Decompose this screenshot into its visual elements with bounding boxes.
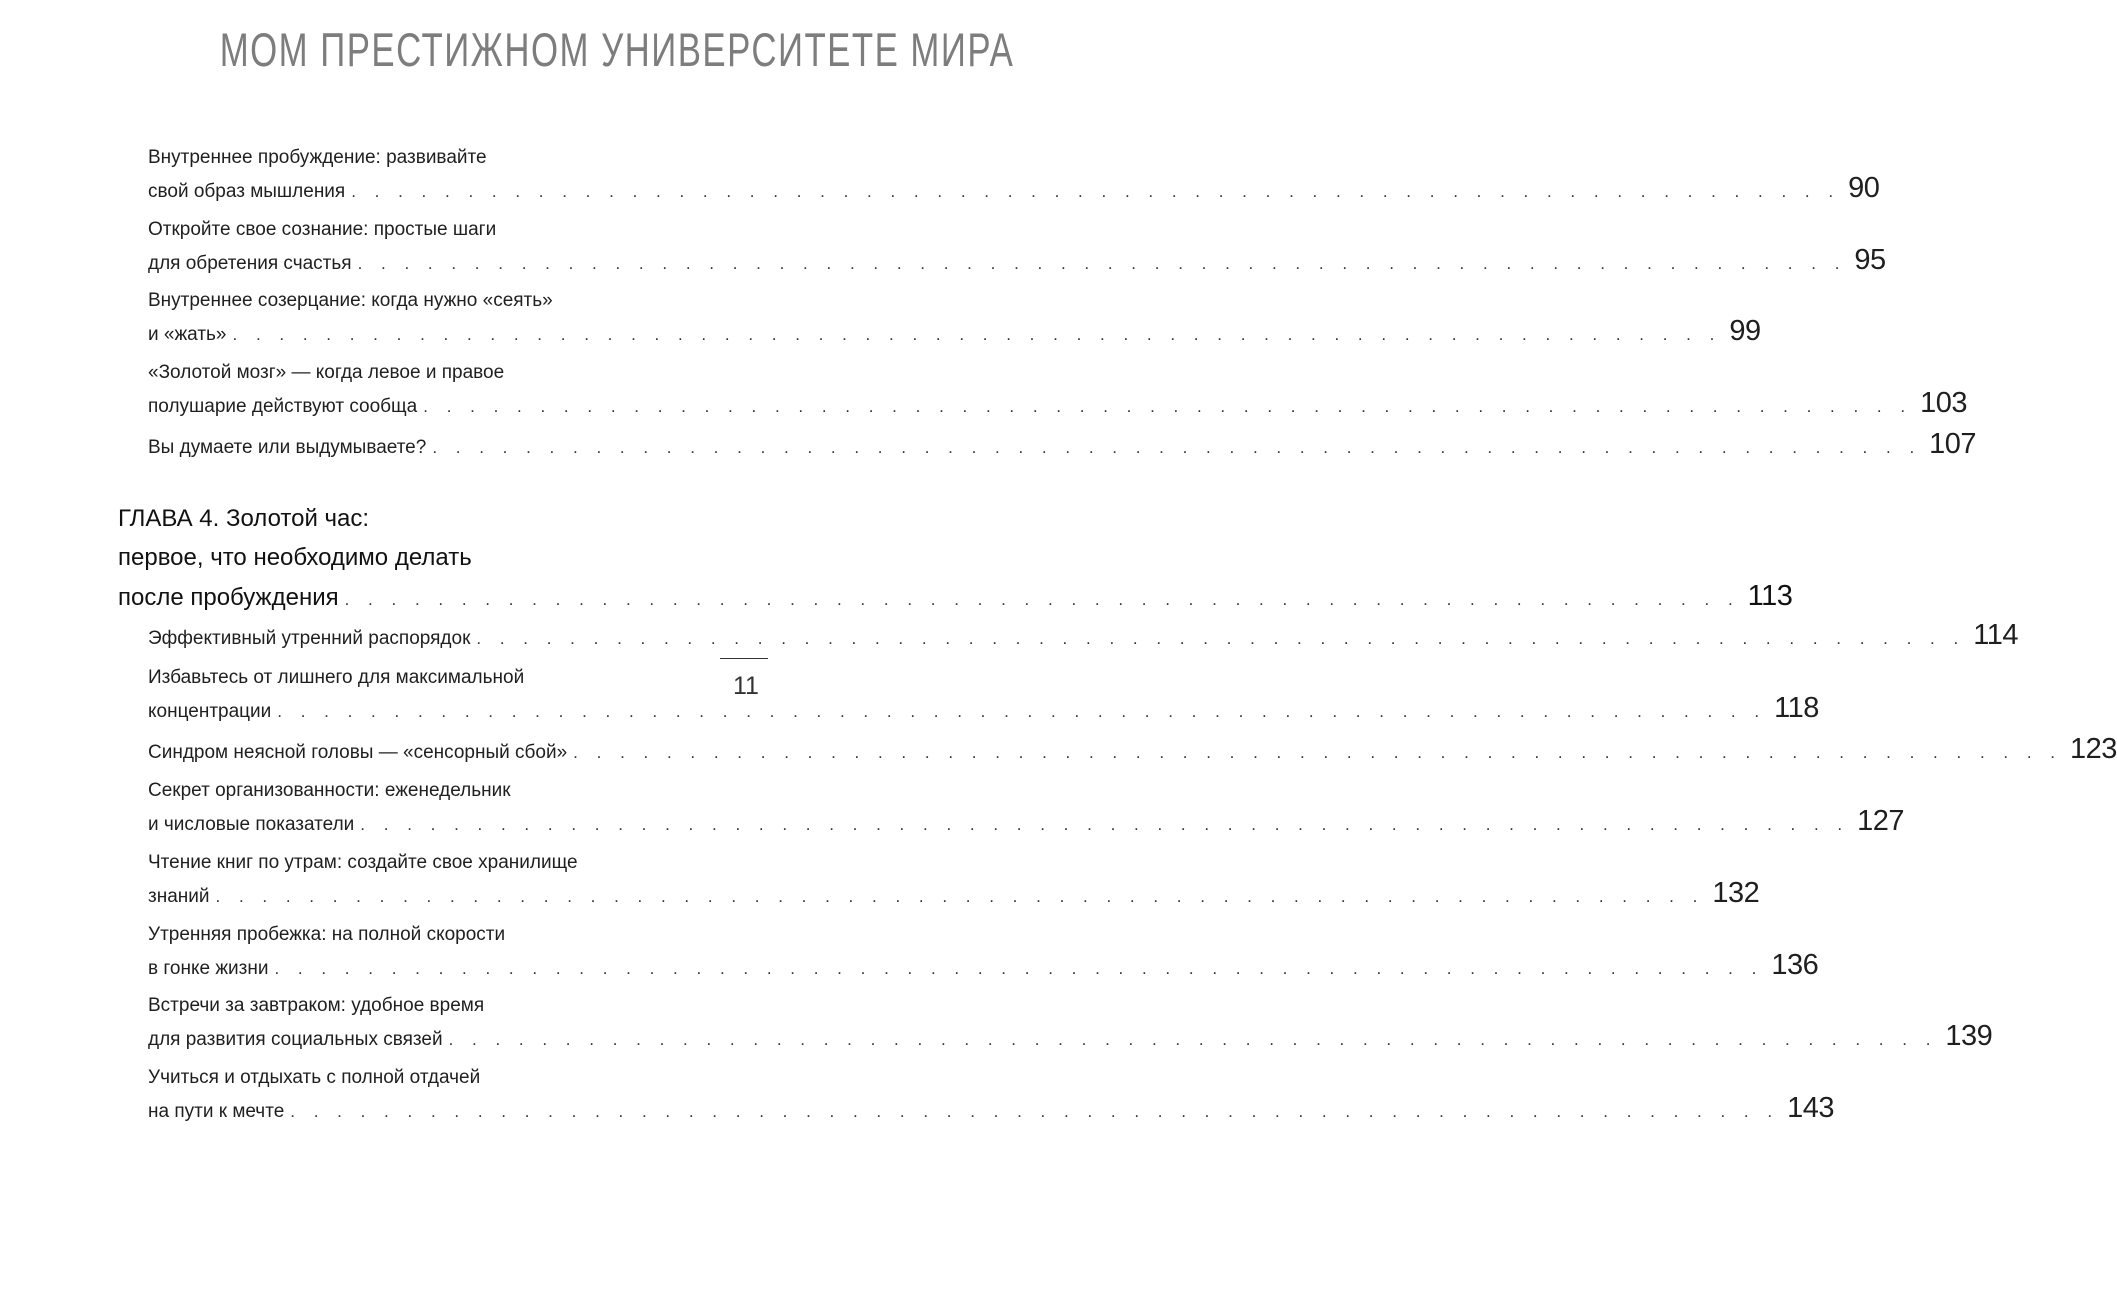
toc-entry-title-line1: Откройте свое сознание: простые шаги <box>148 219 497 240</box>
chapter-title-line3: после пробуждения <box>118 584 339 611</box>
leader-dots <box>290 1097 1779 1127</box>
toc-entry-title-line2: и «жать» <box>148 324 227 345</box>
leader-dots <box>345 580 1740 619</box>
leader-dots <box>277 697 1766 727</box>
toc-entry-title-line2: концентрации <box>148 701 272 722</box>
toc-entry-title-line1: Внутреннее созерцание: когда нужно «сеять» <box>148 290 553 311</box>
toc-entry-title-line1: Избавьтесь от лишнего для максимальной <box>148 667 525 688</box>
toc-entry-title-line2: свой образ мышления <box>148 181 346 202</box>
toc-entry-study-and-rest[interactable] <box>148 1063 1834 1127</box>
toc-entry-title-line1: Встречи за завтраком: удобное время <box>148 995 485 1016</box>
leader-dots <box>358 249 1847 279</box>
toc-entry-title-line2: на пути к мечте <box>148 1101 285 1122</box>
toc-entry-title-line2: для развития социальных связей <box>148 1029 443 1050</box>
leader-dots <box>360 810 1849 840</box>
leader-dots <box>216 882 1705 912</box>
toc-entry-morning-routine[interactable] <box>148 619 2018 654</box>
leader-dots <box>233 320 1722 350</box>
toc-entry-title-line2: полушарие действуют сообща <box>148 396 418 417</box>
toc-entry-page: 118 <box>1774 692 1819 724</box>
toc-entry-title: Синдром неясной головы — «сенсорный сбой» <box>148 742 568 763</box>
leader-dots <box>476 624 1965 654</box>
running-head: МОМ ПРЕСТИЖНОМ УНИВЕРСИТЕТЕ МИРА <box>219 23 1015 76</box>
toc-entry-page: 143 <box>1787 1092 1834 1124</box>
toc-entry-title-line2: знаний <box>148 886 210 907</box>
toc-entry-page: 127 <box>1857 805 1905 837</box>
page-number-rule <box>720 658 768 659</box>
toc-entry-title-line1: Чтение книг по утрам: создайте свое хранилище <box>148 852 578 873</box>
toc-entry-title: Вы думаете или выдумываете? <box>148 437 427 458</box>
toc-entry-inner-awakening[interactable] <box>148 143 1880 207</box>
chapter-title-line2: первое, что необходимо делать <box>118 544 472 571</box>
toc-entry-page: 136 <box>1771 949 1819 981</box>
chapter-page: 113 <box>1747 580 1793 612</box>
toc-entry-title-line1: Утренняя пробежка: на полной скорости <box>148 924 506 945</box>
toc-entry-breakfast-meetings[interactable] <box>148 991 1993 1055</box>
toc-entry-morning-reading[interactable] <box>148 848 1760 912</box>
leader-dots <box>274 954 1763 984</box>
toc-entry-title-line1: «Золотой мозг» — когда левое и правое <box>148 362 505 383</box>
toc-entry-page: 123 <box>2070 733 2117 765</box>
toc-entry-page: 107 <box>1929 428 1977 460</box>
toc-entry-title-line2: и числовые показатели <box>148 814 355 835</box>
toc-entry-page: 103 <box>1920 387 1967 419</box>
toc-entry-title: Эффективный утренний распорядок <box>148 628 471 649</box>
toc-entry-title-line1: Секрет организованности: еженедельник <box>148 780 511 801</box>
toc-entry-open-mind[interactable] <box>148 215 1886 279</box>
toc-entry-title-line2: для обретения счастья <box>148 253 352 274</box>
toc-entry-think-or-invent[interactable] <box>148 428 1977 463</box>
toc-entry-title-line2: в гонке жизни <box>148 958 269 979</box>
toc-entry-morning-run[interactable] <box>148 920 1819 984</box>
toc-entry-page: 132 <box>1712 877 1760 909</box>
toc-entry-title-line1: Внутреннее пробуждение: развивайте <box>148 147 487 168</box>
toc-entry-title-line1: Учиться и отдыхать с полной отдачей <box>148 1067 481 1088</box>
chapter-heading[interactable] <box>118 499 1793 619</box>
leader-dots <box>573 738 2062 768</box>
leader-dots <box>432 433 1921 463</box>
toc-entry-sensory-failure[interactable] <box>148 733 2117 768</box>
toc-entry-page: 139 <box>1945 1020 1993 1052</box>
leader-dots <box>351 177 1840 207</box>
toc-entry-page: 114 <box>1973 619 2018 651</box>
leader-dots <box>449 1025 1938 1055</box>
leader-dots <box>423 392 1912 422</box>
toc-entry-organization[interactable] <box>148 776 1905 840</box>
toc-entry-golden-brain[interactable] <box>148 358 1967 422</box>
page-number: 11 <box>733 672 759 700</box>
toc-entry-page: 90 <box>1848 172 1880 204</box>
toc-entry-page: 99 <box>1729 315 1761 347</box>
toc-entry-concentration[interactable] <box>148 663 1819 727</box>
chapter-title-line1: ГЛАВА 4. Золотой час: <box>118 505 370 532</box>
toc-entry-contemplation[interactable] <box>148 286 1761 350</box>
toc-entry-page: 95 <box>1854 244 1886 276</box>
